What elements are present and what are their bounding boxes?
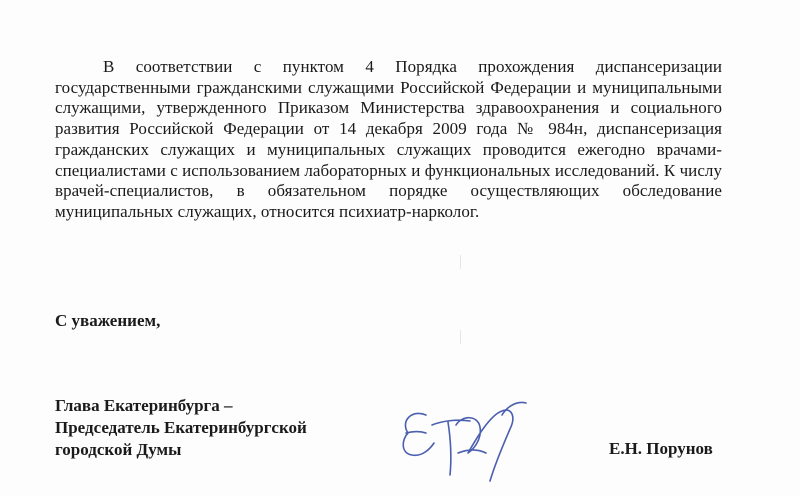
signatory-title-line-2: Председатель Екатеринбургской (55, 418, 307, 437)
scan-artifact (460, 330, 461, 344)
letter-body-paragraph: В соответствии с пунктом 4 Порядка прохождения диспансеризации государственными гражданскими служащими Российской Федерации и муниципальными служащими, утвержденного Приказом Министерства здравоохранения и социального развития Российской Федерации от 14 декабря 2009 года № 984н, диспансеризация гражданских служащих и муниципальных служащих проводится ежегодно врачами-специалистами с использованием лабораторных и функциональных исследований. К числу врачей-специалистов, в обязательном порядке осуществляющих обследование муниципальных служащих, относится психиатр-нарколог. (55, 57, 722, 221)
signatory-title-line-1: Глава Екатеринбурга – (55, 396, 233, 415)
closing-salutation: С уважением, (55, 311, 161, 330)
signatory-title-line-3: городской Думы (55, 440, 182, 459)
signatory-title (55, 395, 307, 461)
signatory-name: Е.Н. Порунов (609, 439, 713, 458)
handwritten-signature (398, 395, 558, 485)
scan-artifact (460, 255, 461, 269)
